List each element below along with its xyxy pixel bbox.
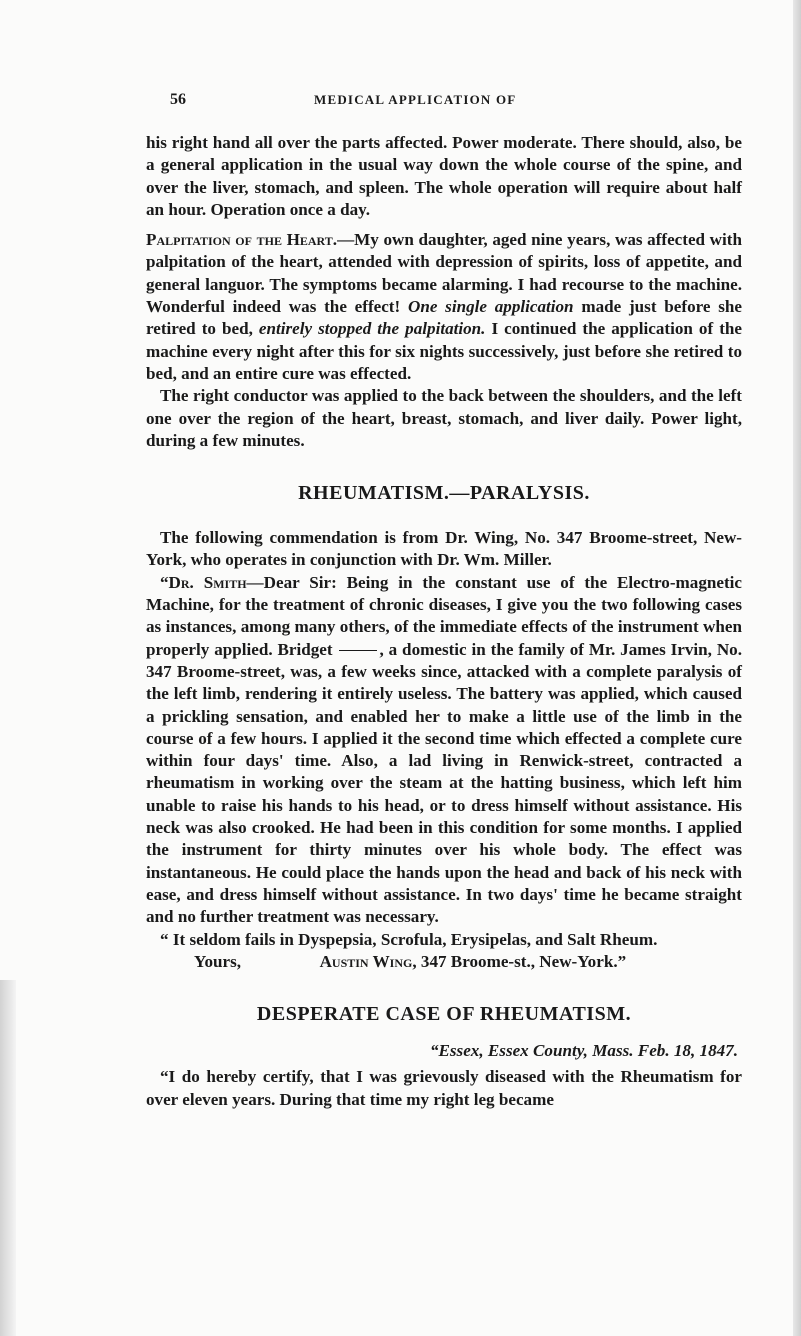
running-title: MEDICAL APPLICATION OF [314,92,517,107]
signature-yours: Yours, [194,951,242,971]
text-run: made just before she retired to bed, [146,297,742,339]
italic-run: entirely stopped the palpitation. [258,319,486,339]
salutation-name: Dr. Smith [168,572,247,592]
page-number: 56 [170,91,186,108]
name-omission-dash [339,650,377,651]
quote-mark: “ [160,572,169,592]
paragraph-palpitation [146,229,742,385]
paragraph-certify: “I do hereby certify, that I was grievously diseased with the Rheumatism for over eleven years. During that time my right leg became [146,1067,742,1109]
signature-name: Austin Wing, [319,951,417,971]
text-run: —Dear Sir: Being in the constant use of the Electro-magnetic Machine, for the treatment of chronic diseases, I give you the two following cases as instances, among many others, of the immediate effects of the instrument when properly applied. Bridget [146,572,743,659]
section-heading-desperate-case: DESPERATE CASE OF RHEUMATISM. [256,1003,632,1026]
paragraph-letter [146,572,742,929]
paragraph-continuation: his right hand all over the parts affected. Power moderate. There should, also, be a general application in the usual way down the whole course of the spine, and over the liver, stomach, and spleen. The whole operation will require about half an hour. Operation once a day. [146,133,742,219]
text-run: I continued the application of the machine every night after this for six nights successively, just before she retired to bed, and an entire cure was effected. [146,319,742,383]
italic-run: One single application [407,297,574,317]
page-body [146,132,742,1111]
section-run-in-heading: Palpitation of the Heart. [146,230,338,250]
text-run: —My own daughter, aged nine years, was affected with palpitation of the heart, attended with depression of spirits, loss of appetite, and general languor. The symptoms became alarming. I had recourse to the machine. Wonderful indeed was the effect! [146,230,742,317]
letter-dateline: “Essex, Essex County, Mass. Feb. 18, 1847. [429,1041,738,1061]
page-edge-right [793,0,801,1336]
paragraph-conductor: The right conductor was applied to the back between the shoulders, and the left one over the region of the heart, breast, stomach, and liver daily. Power light, during a few minutes. [146,386,742,450]
section-heading-rheumatism-paralysis: RHEUMATISM.—PARALYSIS. [298,482,590,505]
paragraph-commendation: The following commendation is from Dr. Wing, No. 347 Broome-street, New-York, who operates in conjunction with Dr. Wm. Miller. [146,528,742,570]
signature-address: 347 Broome-st., New-York.” [420,951,627,971]
page-edge-left [0,980,16,1336]
paragraph-letter-closing: “ It seldom fails in Dyspepsia, Scrofula, Erysipelas, and Salt Rheum. [160,929,658,949]
letter-signature [146,951,742,973]
text-run: , a domestic in the family of Mr. James Irvin, No. 347 Broome-street, was, a few weeks since, attacked with a complete paralysis of the left limb, rendering it entirely useless. The battery was applied, which caused a prickling sensation, and enabled her to make a little use of the limb in the course of a few hours. I applied it the second time which effected a complete cure within four days' time. Also, a lad living in Renwick-street, contracted a rheumatism in working over the steam at the hatting business, which left him unable to raise his hands to his head, or to dress himself without assistance. His neck was also crooked. He had been in this condition for some months. I applied the instrument for thirty minutes over his whole body. The effect was instantaneous. He could place the hands upon the head and back of his neck with ease, and dress himself without assistance. In two days' time he became straight and no further treatment was necessary. [146,639,742,927]
